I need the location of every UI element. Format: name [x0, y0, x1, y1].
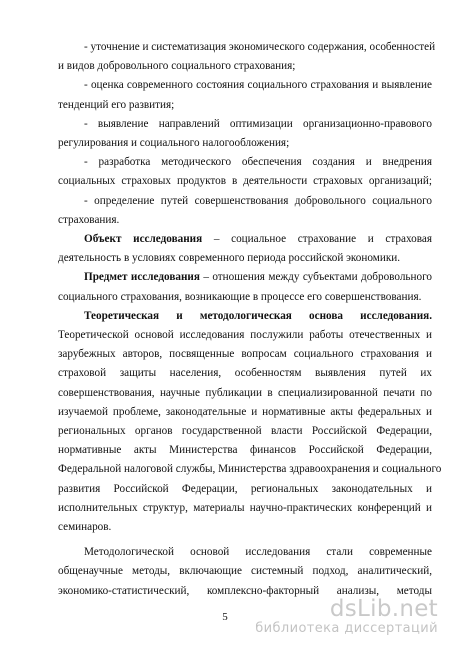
subject-heading-line: Предмет исследования – отношения между субъектами добровольного [84, 271, 432, 284]
text-line: страховой защиты населения, особенностям выявления путей их [58, 367, 432, 380]
text-line: - определение путей совершенствования добровольного социального [84, 194, 432, 207]
text-line: страхования. [58, 213, 120, 226]
object-heading-line: Объект исследования – социальное страхование и страховая [84, 233, 432, 245]
subject-label: Предмет исследования [84, 271, 200, 284]
text-line: Методологической основой исследования стали современные [84, 546, 432, 559]
basis-heading-line [84, 309, 432, 323]
text-line: и видов добровольного социального страхования; [58, 60, 296, 73]
basis-label: Теоретическая и методологическая основа исследования. [84, 309, 432, 322]
text-line: совершенствования, научные публикации в специализированной печати по [58, 386, 432, 399]
text-line: - разработка методического обеспечения создания и внедрения [84, 156, 432, 169]
text-line: семинаров. [58, 521, 112, 533]
text-line: тенденций его развития; [58, 98, 175, 111]
text-line: - выявление направлений оптимизации организационно-правового [84, 117, 432, 130]
text-line: зарубежных авторов, посвященные вопросам социального страхования и [58, 348, 432, 361]
text-line: экономико-статистический, комплексно-факторный анализы, методы [58, 584, 432, 597]
text-line: - оценка современного состояния социального страхования и выявление [84, 79, 432, 92]
text-line: регулирования и социального налогообложения; [58, 137, 290, 149]
text-line: Теоретической основой исследования послужили работы отечественных и [58, 329, 432, 341]
text-line: исполнительных структур, материалы научно-практических конференций и [58, 501, 432, 514]
watermark-logo-text: dsLib.net [329, 596, 438, 622]
text-line: общенаучные методы, включающие системный подход, аналитический, [58, 565, 432, 578]
text-line: социальных страховых продуктов в деятельности страховых организаций; [58, 175, 432, 188]
text-line: деятельность в условиях современного периода российской экономики. [58, 252, 401, 265]
text-line: изучаемой проблеме, законодательные и нормативные акты федеральных и [58, 405, 432, 418]
object-label: Объект исследования [84, 233, 203, 245]
text-line: развития Российской Федерации, региональных законодательных и [58, 482, 432, 495]
page-number: 5 [222, 611, 228, 623]
text-line: нормативные акты Министерства финансов Российской Федерации, [58, 444, 432, 457]
text-line: Федеральной налоговой службы, Министерства здравоохранения и социального [58, 463, 442, 476]
text-line: региональных органов государственной власти Российской Федерации, [58, 425, 432, 437]
text-line: - уточнение и систематизация экономического содержания, особенностей [84, 41, 436, 53]
watermark [248, 597, 438, 637]
text-line: социального страхования, возникающие в процессе его совершенствования. [58, 290, 422, 303]
watermark-subtitle: библиотека диссертаций [255, 621, 438, 636]
